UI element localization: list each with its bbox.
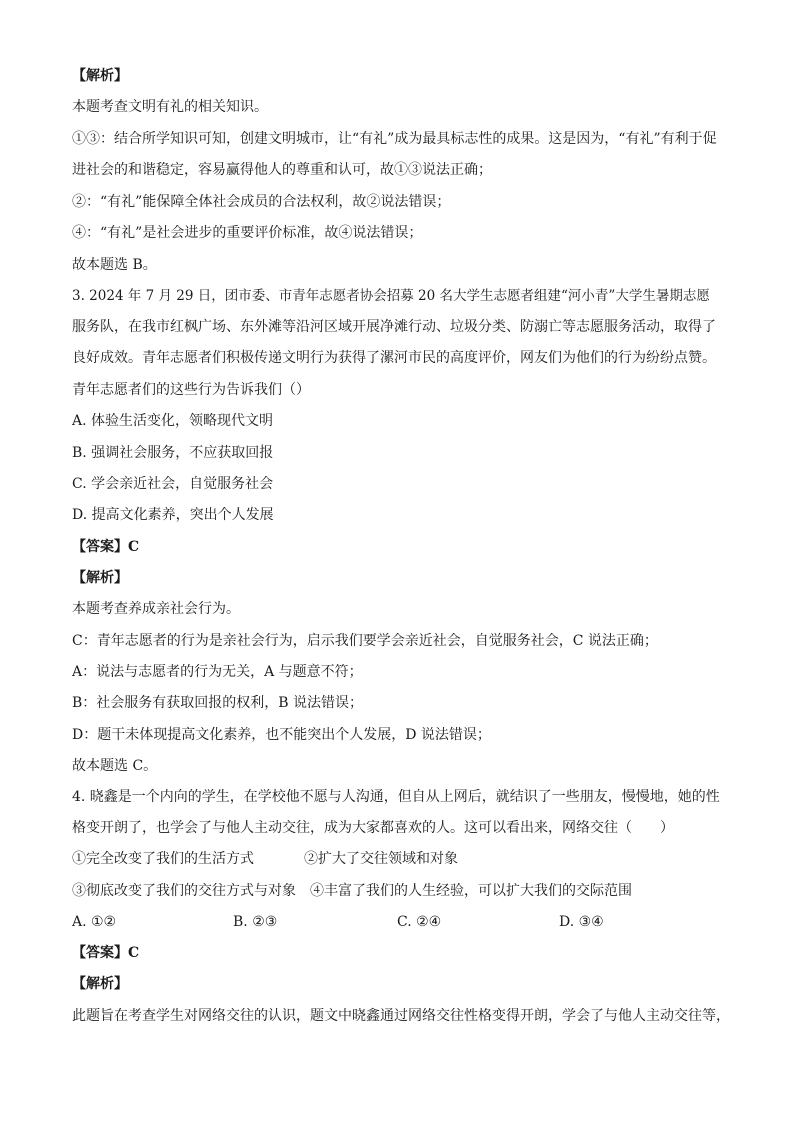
- analysis-point-13-line2: 进社会的和谐稳定，容易赢得他人的尊重和认可，故①③说法正确；: [72, 162, 492, 178]
- q4-item-2: ②扩大了交往领域和对象: [304, 851, 458, 867]
- q4-item-3: ③彻底改变了我们的交往方式与对象: [72, 883, 296, 899]
- q4-analysis-line1: 此题旨在考查学生对网络交往的认识，题文中晓鑫通过网络交往性格变得开朗，学会了与他人主动交往等，: [72, 1008, 730, 1024]
- q4-items-row2: [72, 881, 732, 901]
- analysis-point-4: ④：“有礼”是社会进步的重要评价标准，故④说法错误；: [72, 225, 423, 241]
- q3-option-d: D. 提高文化素养，突出个人发展: [72, 507, 274, 523]
- q4-option-c: C. ②④: [397, 914, 442, 930]
- q4-option-d: D. ③④: [559, 914, 604, 930]
- q4-option-a: A. ①②: [72, 914, 117, 930]
- analysis-conclusion: 故本题选 B。: [72, 257, 157, 273]
- q3-analysis-a: A：说法与志愿者的行为无关，A 与题意不符；: [72, 664, 363, 680]
- q3-analysis-conclusion: 故本题选 C。: [72, 758, 158, 774]
- q3-answer: 【答案】C: [72, 539, 140, 555]
- q3-analysis-d: D：题干未体现提高文化素养，也不能突出个人发展，D 说法错误；: [72, 727, 491, 743]
- q4-options-row: [72, 912, 732, 932]
- q4-stem-line1: 4. 晓鑫是一个内向的学生，在学校他不愿与人沟通，但自从上网后，就结识了一些朋友，慢慢地，她的性: [72, 789, 720, 805]
- q4-option-b: B. ②③: [233, 914, 278, 930]
- analysis-point-2: ②：“有礼”能保障全体社会成员的合法权利，故②说法错误；: [72, 194, 451, 210]
- q3-option-a: A. 体验生活变化，领略现代文明: [72, 413, 274, 429]
- q3-analysis-heading: 【解析】: [72, 570, 128, 586]
- q4-item-1: ①完全改变了我们的生活方式: [72, 851, 254, 867]
- q3-stem-line2: 服务队，在我市红枫广场、东外滩等沿河区域开展净滩行动、垃圾分类、防溺亡等志愿服务活动，取得了: [72, 319, 716, 335]
- q4-stem-line2: 格变开朗了，也学会了与他人主动交往，成为大家都喜欢的人。这可以看出来，网络交往（ ）: [72, 820, 674, 836]
- q4-item-4: ④丰富了我们的人生经验，可以扩大我们的交际范围: [310, 883, 632, 899]
- q3-analysis-intro: 本题考查养成亲社会行为。: [72, 601, 240, 617]
- q4-items-row1: [72, 849, 732, 869]
- q4-answer: 【答案】C: [72, 945, 140, 961]
- q3-analysis-b: B：社会服务有获取回报的权利，B 说法错误；: [72, 695, 364, 711]
- analysis-intro: 本题考查文明有礼的相关知识。: [72, 99, 268, 115]
- analysis-heading: 【解析】: [72, 68, 128, 84]
- q3-analysis-c: C：青年志愿者的行为是亲社会行为，启示我们要学会亲近社会，自觉服务社会，C 说法正确；: [72, 633, 658, 649]
- q3-stem-line1: 3. 2024 年 7 月 29 日，团市委、市青年志愿者协会招募 20 名大学生志愿者组建“河小青”大学生暑期志愿: [72, 288, 710, 304]
- q4-analysis-heading: 【解析】: [72, 976, 128, 992]
- q3-option-c: C. 学会亲近社会，自觉服务社会: [72, 476, 274, 492]
- analysis-point-13-line1: ①③：结合所学知识可知，创建文明城市，让“有礼”成为最具标志性的成果。这是因为，“有礼”有利于促: [72, 131, 717, 147]
- q3-option-b: B. 强调社会服务，不应获取回报: [72, 445, 274, 461]
- q3-stem-line3: 良好成效。青年志愿者们积极传递文明行为获得了漯河市民的高度评价，网友们为他们的行为纷纷点赞。: [72, 350, 716, 366]
- q3-stem-line4: 青年志愿者们的这些行为告诉我们（）: [72, 382, 310, 398]
